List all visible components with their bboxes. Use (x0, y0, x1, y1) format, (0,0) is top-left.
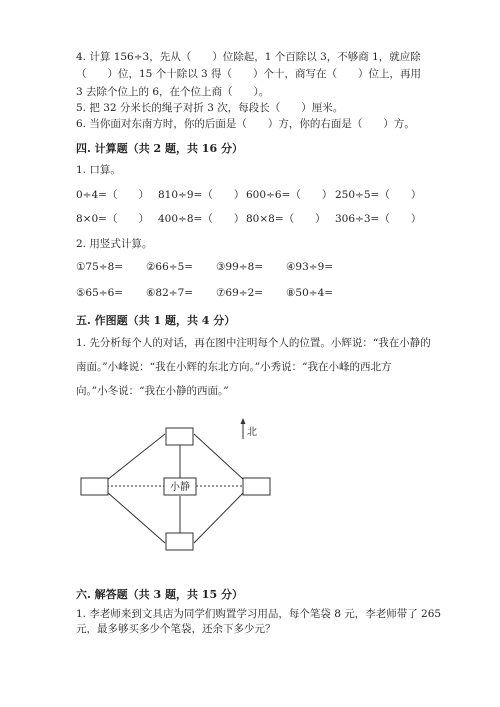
section-6-title: 六. 解答题（共 3 题，共 15 分） (76, 588, 243, 601)
section-5-title: 五. 作图题（共 1 题，共 4 分） (76, 314, 236, 327)
blank-box-south (166, 533, 193, 550)
diagram-line-north-east (194, 434, 244, 480)
blank-box-east (243, 478, 270, 495)
word-problem-line-1: 1. 李老师来到文具店为同学们购置学习用品，每个笔袋 8 元，李老师带了 265 (76, 608, 442, 620)
vertical-calc-item: ④93÷9= (286, 261, 334, 273)
north-label: 北 (247, 427, 257, 438)
question-4-line-3: 3 去除个位上的 6，在个位上商（ ）。 (76, 86, 270, 98)
drawing-question-line-1: 1. 先分析每个人的对话，再在图中注明每个人的位置。小辉说：“我在小静的 (76, 337, 431, 349)
vertical-calc-item: ⑤65÷6= (76, 287, 124, 299)
drawing-question-line-3: 向。”小冬说：“我在小静的西面。” (76, 385, 229, 397)
mental-math-item: 80×8=（ ） (246, 213, 326, 225)
mental-math-item: 400÷8=（ ） (158, 213, 245, 225)
vertical-calc-label: 2. 用竖式计算。 (76, 238, 153, 250)
mental-math-label: 1. 口算。 (76, 164, 121, 176)
vertical-calc-item: ⑥82÷7= (146, 287, 194, 299)
question-4-line-1: 4. 计算 156÷3，先从（ ）位除起，1 个百除以 3，不够商 1，就应除 (76, 51, 421, 63)
question-4-line-2: （ ）位，15 个十除以 3 得（ ）个十，商写在（ ）位上，再用 (76, 68, 422, 80)
vertical-calc-item: ①75÷8= (76, 261, 124, 273)
vertical-calc-item: ⑦69÷2= (216, 287, 264, 299)
mental-math-item: 0÷4=（ ） (76, 189, 149, 201)
mental-math-item: 810÷9=（ ） (158, 189, 245, 201)
mental-math-item: 250÷5=（ ） (335, 189, 422, 201)
diagram-line-south-east (194, 492, 244, 543)
center-label: 小静 (170, 482, 190, 493)
mental-math-item: 8×0=（ ） (76, 213, 149, 225)
word-problem-line-2: 元，最多够买多少个笔袋，还余下多少元？ (76, 623, 276, 635)
vertical-calc-item: ②66÷5= (146, 261, 194, 273)
question-5-line: 5. 把 32 分米长的绳子对折 3 次，每段长（ ）厘米。 (76, 102, 344, 114)
question-6-line: 6. 当你面对东南方时，你的后面是（ ）方，你的右面是（ ）方。 (76, 118, 415, 130)
mental-math-item: 600÷6=（ ） (246, 189, 333, 201)
drawing-question-line-2: 南面。”小峰说：“我在小辉的东北方向。”小秀说：“我在小峰的西北方 (76, 361, 392, 373)
blank-box-north (166, 428, 193, 445)
vertical-calc-item: ⑧50÷4= (286, 287, 334, 299)
north-arrowhead-icon (241, 418, 246, 424)
diagram-line-north-west (107, 434, 165, 480)
section-4-title: 四. 计算题（共 2 题，共 16 分） (76, 142, 243, 155)
vertical-calc-item: ③99÷8= (216, 261, 264, 273)
diagram-line-south-west (107, 492, 165, 543)
mental-math-item: 306÷3=（ ） (335, 213, 422, 225)
blank-box-west (81, 478, 108, 495)
